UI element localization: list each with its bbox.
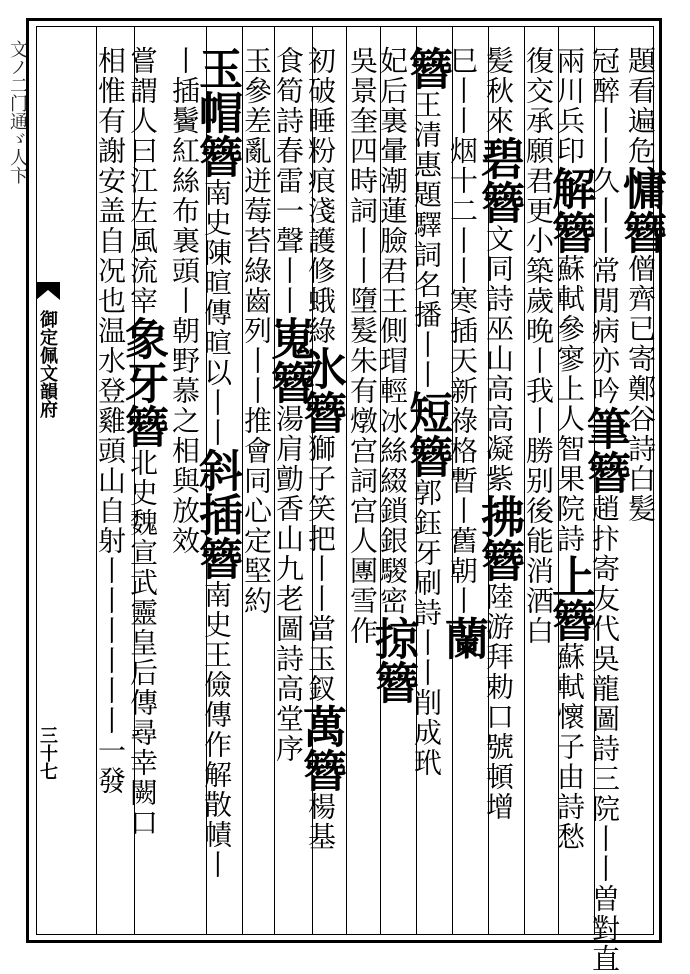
- text-column: 髪秋來碧簪文同詩巫山高高凝紫拂簪陸游拜勅口號頓增: [473, 46, 524, 822]
- book-title: 御定佩文韻府: [37, 310, 58, 418]
- text-column: 復交承願君更小築歲晚丨我丨勝别後能消酒白: [522, 46, 555, 646]
- text-column: 嘗謂人曰江左風流宰象牙簪北史魏宣武靈皇后傳尋幸闕口: [117, 46, 168, 838]
- text-column: 冠醉丨丨久丨丨常閒病亦吟筆簪趙抃寄友代吳龍圖詩三院丨丨曽對直: [579, 46, 630, 974]
- text-column: 兩川兵印解簪蘇軾參寥上人智果院詩上簪蘇軾懷子由詩愁: [544, 46, 595, 852]
- text-column: 巳丨丨烟十二丨丨寒插天新祿格暫丨舊朝丨蘭: [437, 46, 488, 660]
- text-column: 食筍詩春雷一聲丨丨嵬簪湯肩勯香山九老圖詩高堂序: [263, 46, 314, 764]
- edge-text: 文ノ二门通ゞ人卞: [7, 40, 28, 184]
- text-column: 玉參差亂迸莓苔綠齒列丨丨推會同心定堅約: [240, 46, 273, 616]
- fish-tail-mark-icon: [34, 280, 62, 302]
- text-column: 題看遍危慵簪僧齊已寄鄭谷詩白髪: [615, 46, 666, 524]
- text-column: 玉帽簪南史陳暄傳暄以丨丨斜插簪南史王儉傳作解散幘丨: [191, 46, 242, 880]
- text-column: 相惟有謝安盖自况也温水登雞頭山自射丨丨丨丨丨丨一發: [94, 46, 127, 796]
- text-column: 簪王清惠題驛詞名播丨丨短簪郭鈺牙刷詩丨丨削成玳: [401, 46, 452, 778]
- folio-number: 三十七: [37, 726, 58, 780]
- text-column: 初破睡粉痕淺護修蛾綠氷簪獅子笑把丨丨當玉釵萬簪楊基: [295, 46, 346, 852]
- text-column: 妃后裏暈潮蓮臉君王側瑁輕冰絲綴鎖銀騣密掠簪: [367, 46, 418, 704]
- text-column: 丨插鬢紅絲布裏頭丨朝野慕之相與放效: [168, 46, 201, 556]
- text-column: 吳景奎四時詞丨丨墮髮朱有燉宫詞宫人團雪作: [346, 46, 379, 646]
